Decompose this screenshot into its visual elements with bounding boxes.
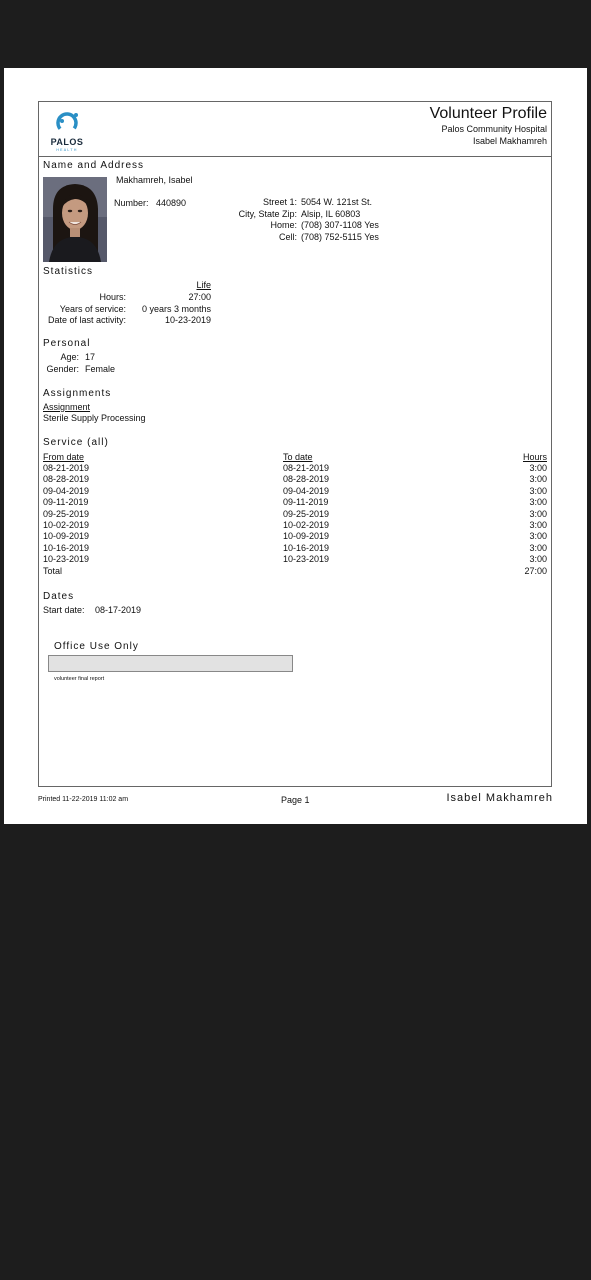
- service-row: [43, 497, 547, 508]
- cell-phone-label: Cell:: [278, 231, 297, 242]
- service-row: [43, 543, 547, 554]
- service-hours: 3:00: [529, 531, 547, 542]
- service-row: [43, 474, 547, 485]
- gender-value: Female: [85, 364, 116, 374]
- service-hours: 3:00: [529, 485, 547, 496]
- start-date-label: Start date:: [43, 605, 85, 615]
- hours-label: Hours:: [99, 292, 126, 302]
- from-date-header: From date: [43, 452, 85, 462]
- hours-value: 27:00: [188, 292, 211, 302]
- statistics-heading: Statistics: [43, 266, 94, 277]
- service-heading: Service (all): [43, 437, 109, 448]
- service-row: [43, 463, 547, 474]
- number-label: Number:: [114, 198, 149, 208]
- home-phone-value: (708) 307-1108 Yes: [301, 220, 379, 230]
- name-address-heading: Name and Address: [43, 160, 145, 171]
- last-activity-value: 10-23-2019: [164, 315, 211, 325]
- office-use-note: volunteer final report: [54, 676, 105, 682]
- city-label: City, State Zip:: [238, 208, 297, 219]
- service-from-date: 10-02-2019: [43, 520, 90, 530]
- service-to-date: 10-09-2019: [283, 531, 330, 542]
- service-row: [43, 509, 547, 520]
- gender-label: Gender:: [46, 364, 79, 374]
- logo-subtext: HEALTH: [56, 148, 78, 152]
- total-label: Total: [43, 565, 63, 576]
- service-to-date: 09-04-2019: [283, 485, 330, 496]
- service-hours: 3:00: [529, 497, 547, 508]
- service-hours: 3:00: [529, 508, 547, 519]
- service-hours: 3:00: [529, 542, 547, 553]
- service-from-date: 10-23-2019: [43, 554, 90, 565]
- service-total-row: [43, 566, 547, 577]
- years-of-service-label: Years of service:: [59, 303, 126, 314]
- to-date-header: To date: [283, 452, 313, 462]
- service-to-date: 10-16-2019: [283, 542, 330, 553]
- service-row: [43, 531, 547, 542]
- report-title: Volunteer Profile: [429, 105, 547, 122]
- age-value: 17: [85, 352, 96, 362]
- statistics-life-header: Life: [196, 280, 211, 290]
- last-activity-label: Date of last activity:: [47, 315, 126, 325]
- report-frame: [38, 101, 552, 787]
- service-table-header: [43, 452, 547, 463]
- total-hours: 27:00: [524, 565, 547, 576]
- street-value: 5054 W. 121st St.: [301, 197, 373, 207]
- street-label: Street 1:: [262, 197, 297, 207]
- service-to-date: 08-28-2019: [283, 474, 330, 485]
- service-to-date: 08-21-2019: [283, 463, 330, 473]
- service-to-date: 10-23-2019: [283, 554, 330, 565]
- service-hours: 3:00: [529, 463, 547, 473]
- start-date-value: 08-17-2019: [95, 605, 142, 615]
- years-of-service-value: 0 years 3 months: [141, 303, 211, 314]
- volunteer-photo: [43, 177, 107, 262]
- hospital-name: Palos Community Hospital: [441, 124, 547, 134]
- age-label: Age:: [60, 352, 79, 362]
- service-to-date: 10-02-2019: [283, 520, 330, 530]
- service-from-date: 10-16-2019: [43, 542, 90, 553]
- service-row: [43, 520, 547, 531]
- logo-wordmark: PALOS: [50, 137, 84, 147]
- service-from-date: 09-25-2019: [43, 508, 90, 519]
- service-hours: 3:00: [529, 474, 547, 485]
- cell-phone-value: (708) 752-5115 Yes: [301, 231, 379, 242]
- service-row: [43, 554, 547, 565]
- report-page: [4, 68, 587, 824]
- service-from-date: 09-04-2019: [43, 485, 90, 496]
- assignments-heading: Assignments: [43, 388, 112, 399]
- palos-logo-icon: [48, 108, 86, 138]
- number-value: 440890: [156, 198, 187, 208]
- office-use-field[interactable]: [48, 655, 293, 672]
- volunteer-full-name: Makhamreh, Isabel: [116, 175, 193, 185]
- personal-heading: Personal: [43, 338, 91, 349]
- service-row: [43, 486, 547, 497]
- service-from-date: 10-09-2019: [43, 531, 90, 542]
- service-from-date: 09-11-2019: [43, 497, 89, 508]
- page-number: Page 1: [281, 795, 310, 805]
- service-from-date: 08-28-2019: [43, 474, 90, 485]
- hours-header: Hours: [522, 452, 547, 462]
- dates-heading: Dates: [43, 591, 75, 602]
- assignment-column-header: Assignment: [43, 402, 91, 412]
- city-value: Alsip, IL 60803: [301, 208, 361, 219]
- header-volunteer-name: Isabel Makhamreh: [472, 136, 547, 146]
- service-from-date: 08-21-2019: [43, 463, 90, 473]
- home-phone-label: Home:: [270, 220, 297, 230]
- service-to-date: 09-25-2019: [283, 508, 330, 519]
- office-use-heading: Office Use Only: [54, 641, 139, 652]
- service-hours: 3:00: [529, 520, 547, 530]
- printed-timestamp: Printed 11-22-2019 11:02 am: [38, 796, 129, 803]
- palos-logo: [48, 108, 86, 154]
- footer-volunteer-name: Isabel Makhamreh: [446, 792, 553, 804]
- header-divider: [39, 156, 551, 157]
- report-header: [430, 105, 547, 147]
- service-hours: 3:00: [529, 554, 547, 565]
- service-to-date: 09-11-2019: [283, 497, 329, 508]
- assignment-item: Sterile Supply Processing: [43, 413, 146, 423]
